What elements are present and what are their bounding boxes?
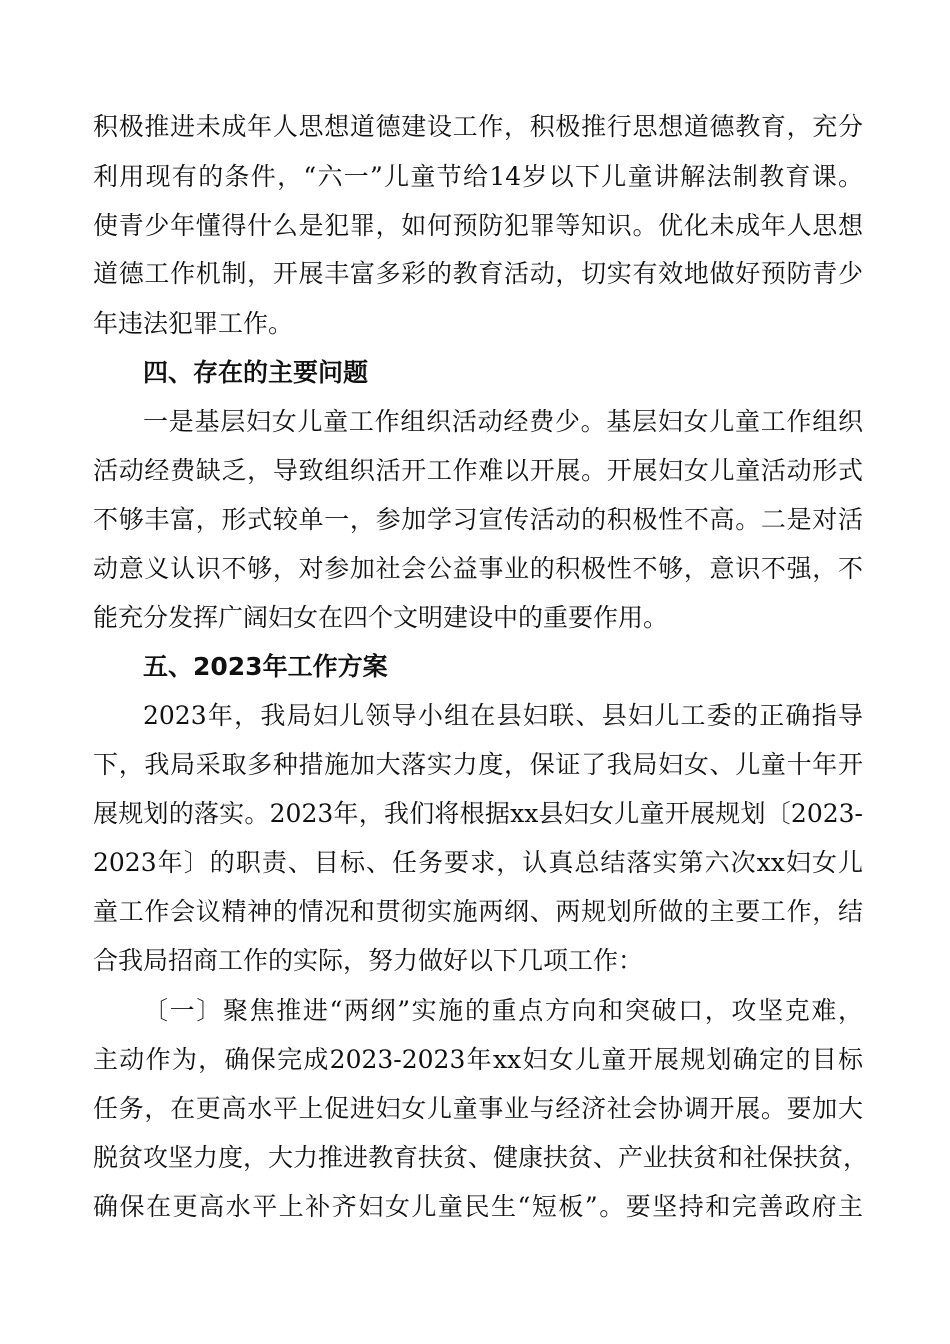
paragraph-line: 童工作会议精神的情况和贯彻实施两纲、两规划所做的主要工作，结	[93, 897, 863, 926]
paragraph-line: 能充分发挥广阔妇女在四个文明建设中的重要作用。	[93, 603, 669, 632]
paragraph-line: 〔一〕聚焦推进“两纲”实施的重点方向和突破口，攻坚克难，	[143, 996, 863, 1025]
paragraph-line: 2023年〕的职责、目标、任务要求，认真总结落实第六次xx妇女儿	[93, 848, 863, 877]
paragraph-line: 合我局招商工作的实际，努力做好以下几项工作：	[93, 946, 644, 975]
paragraph-line: 道德工作机制，开展丰富多彩的教育活动，切实有效地做好预防青少	[93, 259, 863, 288]
paragraph-line: 下，我局采取多种措施加大落实力度，保证了我局妇女、儿童十年开	[93, 750, 863, 779]
paragraph-line: 展规划的落实。2023年，我们将根据xx县妇女儿童开展规划〔2023-	[93, 799, 863, 828]
paragraph-line: 不够丰富，形式较单一，参加学习宣传活动的积极性不高。二是对活	[93, 505, 863, 534]
paragraph-line: 2023年，我局妇儿领导小组在县妇联、县妇儿工委的正确指导	[143, 701, 863, 730]
paragraph-line: 年违法犯罪工作。	[93, 309, 294, 338]
paragraph-line: 使青少年懂得什么是犯罪，如何预防犯罪等知识。优化未成年人思想	[93, 211, 863, 240]
paragraph-line: 活动经费缺乏，导致组织活开工作难以开展。开展妇女儿童活动形式	[93, 456, 863, 485]
paragraph-line: 脱贫攻坚力度，大力推进教育扶贫、健康扶贫、产业扶贫和社保扶贫，	[93, 1143, 869, 1172]
section-heading: 五、2023年工作方案	[143, 652, 388, 681]
paragraph-line: 确保在更高水平上补齐妇女儿童民生“短板”。要坚持和完善政府主	[93, 1192, 863, 1221]
paragraph-line: 主动作为，确保完成2023-2023年xx妇女儿童开展规划确定的目标	[93, 1045, 863, 1074]
paragraph-line: 一是基层妇女儿童工作组织活动经费少。基层妇女儿童工作组织	[143, 407, 863, 436]
paragraph-line: 动意义认识不够，对参加社会公益事业的积极性不够，意识不强，不	[93, 554, 863, 583]
paragraph-line: 利用现有的条件，“六一”儿童节给14岁以下儿童讲解法制教育课。	[93, 162, 863, 191]
paragraph-line: 任务，在更高水平上促进妇女儿童事业与经济社会协调开展。要加大	[93, 1094, 863, 1123]
paragraph-line: 积极推进未成年人思想道德建设工作，积极推行思想道德教育，充分	[93, 112, 863, 141]
section-heading: 四、存在的主要问题	[143, 358, 369, 387]
